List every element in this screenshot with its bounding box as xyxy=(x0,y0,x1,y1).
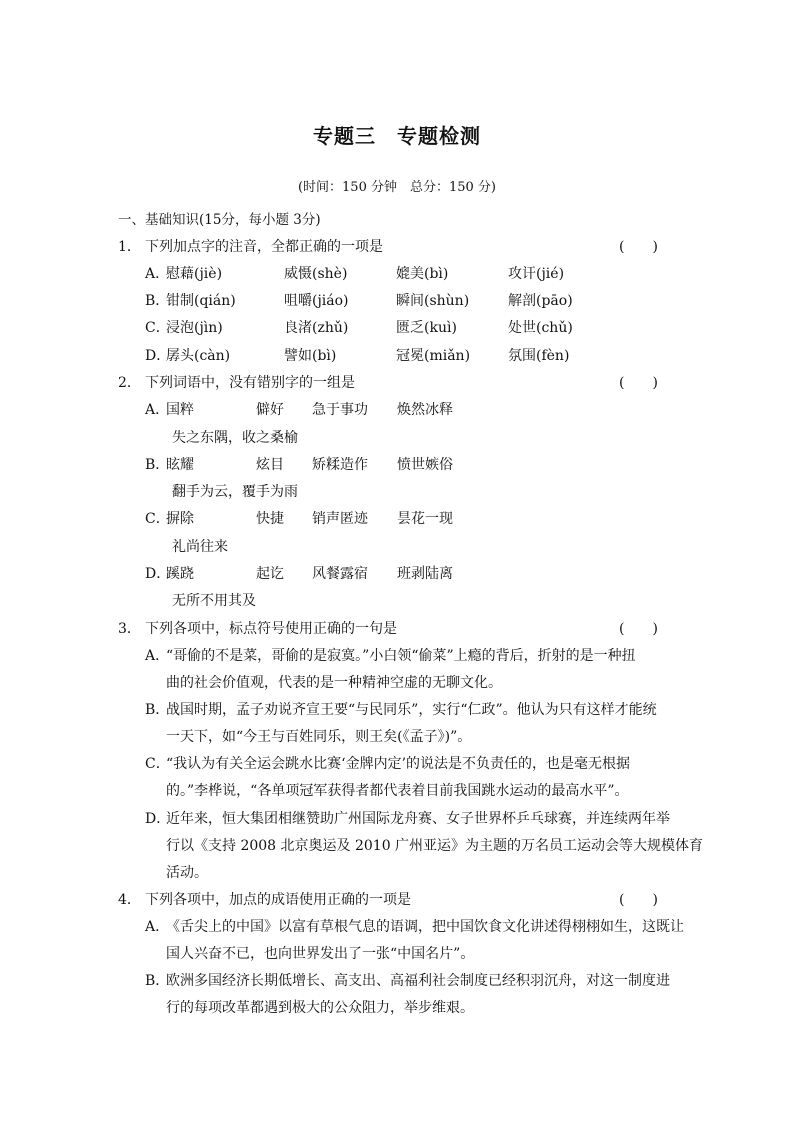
option-word: 国粹 xyxy=(166,402,194,418)
option-word: 急于事功 xyxy=(312,402,368,418)
option-word: 风餐露宿 xyxy=(312,566,368,582)
option-label: D． xyxy=(145,348,171,364)
option-word: 媲美(bì) xyxy=(396,266,449,282)
option-word: 班剥陆离 xyxy=(397,566,453,582)
option-text: “我认为有关全运会跳水比赛‘金牌内定’的说法是不负责任的，也是毫无根据 xyxy=(166,756,631,772)
option-word: 眩耀 xyxy=(166,457,194,473)
option-word: 愤世嫉俗 xyxy=(397,457,453,473)
exam-time-score: (时间：150 分钟 总分：150 分) xyxy=(297,180,497,195)
option-text: 行以《支持 2008 北京奥运及 2010 广州亚运》为主题的万名员工运动会等大规模体育 xyxy=(166,838,704,854)
page-title: 专题三 专题检测 xyxy=(313,124,481,148)
option-word: 炫目 xyxy=(256,457,284,473)
option-word: 蹊跷 xyxy=(166,566,194,582)
option-word: 销声匿迹 xyxy=(312,511,368,527)
question-stem: 下列加点字的注音，全都正确的一项是 xyxy=(145,239,383,255)
option-label: A． xyxy=(145,266,170,282)
option-word: 翻手为云，覆手为雨 xyxy=(172,484,298,500)
option-text: 一天下，如“今王与百姓同乐，则王矣(《孟子》)”。 xyxy=(166,729,472,745)
section-heading: 一、基础知识(15分，每小题 3分) xyxy=(118,212,321,228)
option-word: 快捷 xyxy=(256,511,284,527)
option-word: 摒除 xyxy=(166,511,194,527)
option-text: 活动。 xyxy=(166,865,208,881)
option-text: 战国时期，孟子劝说齐宣王要“与民同乐”，实行“仁政”。他认为只有这样才能统 xyxy=(166,702,657,718)
option-word: 咀嚼(jiáo) xyxy=(284,293,349,309)
answer-blank: ( ) xyxy=(619,621,658,637)
option-word: 处世(chǔ) xyxy=(508,320,573,336)
option-word: 慰藉(jiè) xyxy=(166,266,223,282)
option-word: 浸泡(jìn) xyxy=(166,320,223,336)
option-word: 威慑(shè) xyxy=(284,266,348,282)
option-word: 孱头(càn) xyxy=(166,348,231,364)
option-text: 的。”李桦说，“各单项冠军获得者都代表着目前我国跳水运动的最高水平”。 xyxy=(166,783,629,799)
option-label: C． xyxy=(145,756,170,772)
option-text: 曲的社会价值观，代表的是一种精神空虚的无聊文化。 xyxy=(166,675,502,691)
option-text: 行的每项改革都遇到极大的公众阻力，举步维艰。 xyxy=(166,1000,474,1016)
option-word: 冠冕(miǎn) xyxy=(396,348,471,364)
question-number: 3． xyxy=(118,621,141,637)
option-label: D． xyxy=(145,811,171,827)
option-text: “哥偷的不是菜，哥偷的是寂寞。”小白领“偷菜”上瘾的背后，折射的是一种扭 xyxy=(166,648,636,664)
question-number: 2． xyxy=(118,375,141,391)
answer-blank: ( ) xyxy=(619,892,658,908)
option-word: 矫糅造作 xyxy=(312,457,368,473)
option-label: C． xyxy=(145,511,170,527)
option-word: 失之东隅，收之桑榆 xyxy=(172,430,298,446)
option-text: 《舌尖上的中国》以富有草根气息的语调，把中国饮食文化讲述得栩栩如生，这既让 xyxy=(166,919,684,935)
question-stem: 下列各项中，加点的成语使用正确的一项是 xyxy=(145,892,411,908)
option-word: 瞬间(shùn) xyxy=(396,293,470,309)
option-text: 欧洲多国经济长期低增长、高支出、高福利社会制度已经积羽沉舟，对这一制度进 xyxy=(166,973,670,989)
option-label: B． xyxy=(145,457,170,473)
option-label: B． xyxy=(145,973,170,989)
option-text: 近年来，恒大集团相继赞助广州国际龙舟赛、女子世界杯乒乓球赛，并连续两年举 xyxy=(166,811,670,827)
option-word: 良渚(zhǔ) xyxy=(284,320,349,336)
option-label: D． xyxy=(145,566,171,582)
question-stem: 下列词语中，没有错别字的一组是 xyxy=(145,375,355,391)
option-label: A． xyxy=(145,919,170,935)
option-word: 起讫 xyxy=(256,566,284,582)
question-number: 1． xyxy=(118,239,141,255)
question-stem: 下列各项中，标点符号使用正确的一句是 xyxy=(145,621,397,637)
question-number: 4． xyxy=(118,892,141,908)
answer-blank: ( ) xyxy=(619,375,658,391)
option-label: B． xyxy=(145,293,170,309)
option-word: 礼尚往来 xyxy=(172,539,228,555)
option-word: 无所不用其及 xyxy=(172,593,256,609)
option-word: 匮乏(kuì) xyxy=(396,320,457,336)
answer-blank: ( ) xyxy=(619,239,658,255)
option-word: 攻讦(jié) xyxy=(508,266,565,282)
option-label: A． xyxy=(145,648,170,664)
option-text: 国人兴奋不已，也向世界发出了一张“中国名片”。 xyxy=(166,946,475,962)
option-word: 僻好 xyxy=(256,402,284,418)
option-label: B． xyxy=(145,702,170,718)
option-word: 钳制(qián) xyxy=(166,293,236,309)
option-word: 焕然冰释 xyxy=(397,402,453,418)
option-word: 解剖(pāo) xyxy=(508,293,573,309)
option-word: 昙花一现 xyxy=(397,511,453,527)
option-word: 譬如(bì) xyxy=(284,348,337,364)
option-label: A． xyxy=(145,402,170,418)
option-label: C． xyxy=(145,320,170,336)
option-word: 氛围(fèn) xyxy=(508,348,570,364)
